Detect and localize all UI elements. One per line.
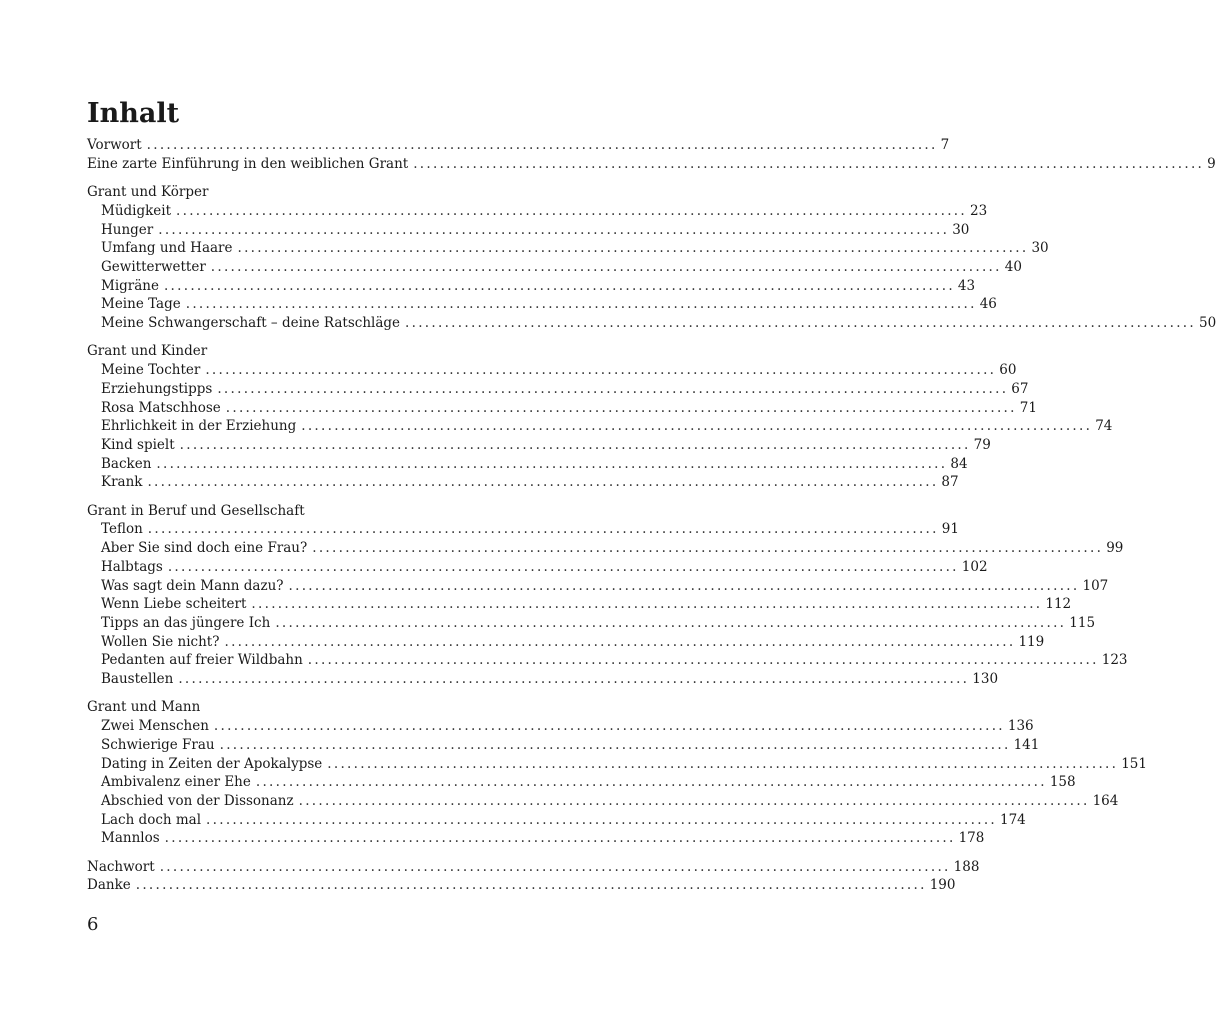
toc-entry-title: Aber Sie sind doch eine Frau? [101, 540, 308, 557]
toc-entry [87, 773, 1076, 792]
toc-entry-page: 23 [969, 202, 988, 219]
dot-leader: ........................................................................................................................ [225, 399, 1017, 416]
toc-entry-title: Dating in Zeiten der Apokalypse [101, 755, 323, 772]
toc-entry-page: 60 [999, 362, 1017, 379]
toc-entry [87, 473, 959, 492]
section-heading: Grant und Körper [87, 184, 209, 201]
dot-leader: ........................................................................................................................ [251, 596, 1043, 613]
toc-entry-page: 74 [1095, 418, 1113, 435]
table-of-contents [87, 136, 1216, 895]
toc-entry [87, 670, 999, 689]
toc-entry [87, 221, 970, 240]
dot-leader: ........................................................................................................................ [210, 258, 1002, 275]
toc-entry-page: 102 [961, 558, 988, 575]
toc-entry [87, 399, 1037, 418]
dot-leader: ........................................................................................................................ [275, 614, 1067, 631]
section-spacer [87, 848, 460, 858]
toc-entry-title: Abschied von der Dissonanz [101, 792, 294, 809]
toc-entry-title: Schwierige Frau [101, 736, 215, 753]
dot-leader: ........................................................................................................................ [146, 137, 938, 153]
toc-entry [87, 539, 1124, 558]
dot-leader: ........................................................................................................................ [413, 155, 1205, 172]
toc-entry-page: 84 [950, 455, 968, 472]
dot-leader: ........................................................................................................................ [219, 736, 1011, 753]
dot-leader: ........................................................................................................................ [147, 474, 939, 491]
toc-entry-page: 136 [1007, 718, 1034, 735]
toc-entry-title: Gewitterwetter [101, 258, 206, 275]
toc-entry-title: Müdigkeit [101, 202, 172, 219]
toc-entry-page: 30 [1031, 240, 1049, 257]
section-spacer [87, 689, 460, 699]
toc-entry-title: Eine zarte Einführung in den weiblichen Grant [87, 155, 409, 172]
dot-leader: ........................................................................................................................ [176, 202, 967, 219]
toc-entry-title: Lach doch mal [101, 811, 202, 828]
toc-entry [87, 755, 1147, 774]
toc-entry-page: 107 [1082, 577, 1109, 594]
toc-entry [87, 361, 1017, 380]
toc-entry [87, 455, 968, 474]
toc-entry-title: Tipps an das jüngere Ich [101, 614, 271, 631]
toc-entry-page: 119 [1018, 633, 1045, 650]
toc-entry [87, 436, 991, 455]
toc-entry-nachwort [87, 858, 980, 877]
toc-entry [87, 277, 976, 296]
section-heading: Grant und Kinder [87, 343, 208, 360]
dot-leader: ........................................................................................................................ [147, 521, 939, 538]
toc-entry-title: Meine Tochter [101, 362, 201, 379]
toc-entry [87, 811, 1026, 830]
dot-leader: ........................................................................................................................ [327, 755, 1119, 772]
toc-entry [87, 717, 1034, 736]
dot-leader: ........................................................................................................................ [163, 277, 955, 294]
dot-leader: ........................................................................................................................ [224, 633, 1016, 650]
dot-leader: ........................................................................................................................ [237, 240, 1029, 257]
toc-entry-title: Nachwort [87, 858, 155, 875]
toc-entry-title: Meine Schwangerschaft – deine Ratschläge [101, 314, 401, 331]
dot-leader: ........................................................................................................................ [255, 774, 1047, 791]
toc-entry-title: Halbtags [101, 558, 163, 575]
toc-entry-title: Umfang und Haare [101, 240, 233, 257]
toc-entry [87, 736, 1040, 755]
toc-entry [87, 258, 1022, 277]
toc-entry [87, 558, 988, 577]
toc-entry-page: 141 [1013, 736, 1040, 753]
section-heading: Grant in Beruf und Gesellschaft [87, 502, 305, 519]
toc-entry-title: Ehrlichkeit in der Erziehung [101, 418, 297, 435]
toc-entry-title: Kind spielt [101, 436, 175, 453]
toc-entry-page: 50 [1198, 314, 1216, 331]
toc-entry-page: 115 [1069, 614, 1096, 631]
dot-leader: ........................................................................................................................ [206, 811, 997, 828]
toc-entry [87, 829, 985, 848]
dot-leader: ........................................................................................................................ [167, 558, 959, 575]
dot-leader: ........................................................................................................................ [405, 314, 1196, 331]
toc-entry [87, 295, 997, 314]
toc-entry-title: Mannlos [101, 830, 160, 847]
toc-entry-page: 40 [1004, 258, 1022, 275]
section-heading: Grant und Mann [87, 699, 201, 716]
toc-entry-page: 188 [953, 858, 980, 875]
dot-leader: ........................................................................................................................ [307, 652, 1099, 669]
toc-entry-title: Erziehungstipps [101, 380, 213, 397]
toc-entry [87, 577, 1109, 596]
toc-entry [87, 239, 1049, 258]
toc-entry-page: 99 [1106, 540, 1124, 557]
toc-entry-title: Vorwort [87, 137, 142, 153]
toc-entry-title: Hunger [101, 221, 154, 238]
toc-entry-page: 130 [972, 670, 999, 687]
toc-entry-title: Migräne [101, 277, 159, 294]
toc-entry-title: Krank [101, 474, 143, 491]
toc-entry-page: 7 [940, 137, 950, 153]
dot-leader: ........................................................................................................................ [179, 436, 971, 453]
toc-entry-page: 174 [1000, 811, 1026, 828]
toc-entry [87, 633, 1045, 652]
toc-entry-title: Baustellen [101, 670, 174, 687]
toc-entry-title: Zwei Menschen [101, 718, 209, 735]
dot-leader: ........................................................................................................................ [205, 362, 997, 379]
toc-entry-page: 71 [1019, 399, 1037, 416]
toc-entry-page: 158 [1049, 774, 1076, 791]
toc-entry [87, 651, 1128, 670]
toc-entry [87, 520, 959, 539]
dot-leader: ........................................................................................................................ [159, 858, 951, 875]
dot-leader: ........................................................................................................................ [213, 718, 1005, 735]
toc-entry-page: 112 [1045, 596, 1072, 613]
toc-entry [87, 202, 988, 221]
dot-leader: ........................................................................................................................ [156, 455, 948, 472]
section-spacer [87, 173, 460, 183]
dot-leader: ........................................................................................................................ [178, 670, 970, 687]
toc-entry-page: 30 [952, 221, 970, 238]
toc-entry [87, 595, 1072, 614]
dot-leader: ........................................................................................................................ [158, 221, 950, 238]
toc-entry-title: Ambivalenz einer Ehe [101, 774, 251, 791]
toc-entry-title: Wenn Liebe scheitert [101, 596, 247, 613]
dot-leader: ........................................................................................................................ [298, 792, 1090, 809]
toc-entry-page: 151 [1121, 755, 1147, 772]
toc-entry-page: 46 [979, 296, 997, 313]
toc-entry-page: 43 [957, 277, 976, 294]
toc-entry-danke [87, 876, 956, 895]
dot-leader: ........................................................................................................................ [312, 540, 1104, 557]
toc-entry [87, 314, 1216, 333]
toc-entry-page: 190 [929, 877, 956, 894]
toc-entry-title: Wollen Sie nicht? [101, 633, 220, 650]
toc-entry-page: 178 [958, 830, 985, 847]
toc-entry-title: Meine Tage [101, 296, 181, 313]
toc-entry-title: Teflon [101, 521, 143, 538]
page-number: 6 [87, 914, 99, 935]
toc-entry-page: 123 [1101, 652, 1128, 669]
page-title: Inhalt [87, 98, 180, 129]
section-spacer [87, 492, 460, 502]
toc-entry-title: Rosa Matschhose [101, 399, 221, 416]
toc-entry-page: 91 [941, 521, 959, 538]
toc-entry [87, 417, 1113, 436]
toc-entry-title: Danke [87, 877, 131, 894]
toc-entry-page: 164 [1092, 792, 1119, 809]
dot-leader: ........................................................................................................................ [301, 418, 1093, 435]
section-spacer [87, 333, 460, 343]
dot-leader: ........................................................................................................................ [185, 296, 977, 313]
toc-entry-title: Backen [101, 455, 152, 472]
toc-entry-page: 67 [1011, 380, 1029, 397]
toc-entry-page: 9 [1207, 155, 1216, 172]
toc-entry [87, 792, 1119, 811]
dot-leader: ........................................................................................................................ [217, 380, 1009, 397]
dot-leader: ........................................................................................................................ [135, 877, 927, 894]
toc-entry-page: 79 [973, 436, 991, 453]
toc-entry-vorwort [87, 136, 950, 155]
toc-entry [87, 380, 1029, 399]
dot-leader: ........................................................................................................................ [288, 577, 1080, 594]
toc-entry-einfuehrung [87, 155, 1216, 174]
toc-entry [87, 614, 1096, 633]
toc-entry-title: Pedanten auf freier Wildbahn [101, 652, 303, 669]
toc-entry-title: Was sagt dein Mann dazu? [101, 577, 284, 594]
dot-leader: ........................................................................................................................ [164, 830, 956, 847]
toc-entry-page: 87 [941, 474, 959, 491]
